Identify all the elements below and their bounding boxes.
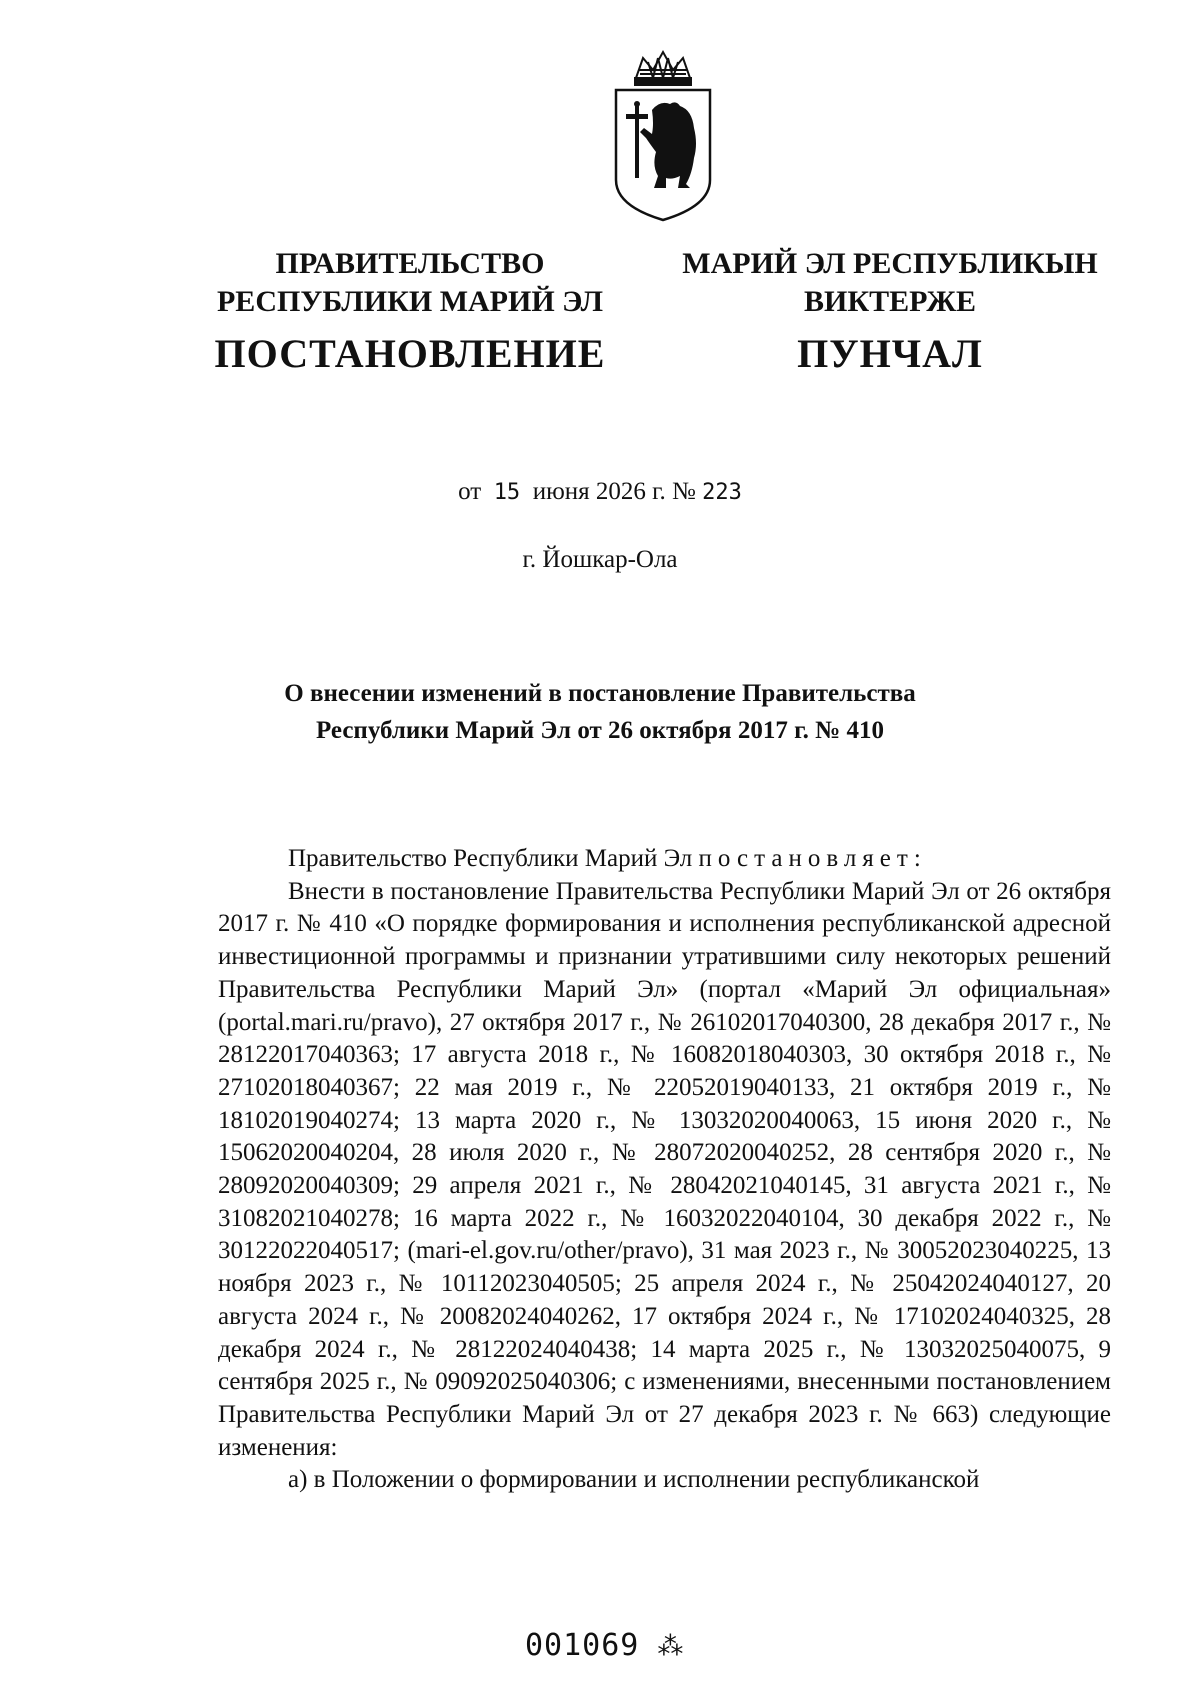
date-prefix: от: [458, 478, 482, 505]
paragraph-main: Внести в постановление Правительства Республики Марий Эл от 26 октября 2017 г. № 410 «О порядке формирования и исполнения республиканской адресной инвестиционной программы и признании утратившими силу некоторых решений Правительства Республики Марий Эл» (портал «Марий Эл официальная» (portal.mari.ru/pravo), 27 октября 2017 г., № 26102017040300, 28 декабря 2017 г., № 28122017040363; 17 августа 2018 г., № 16082018040303, 30 октября 2018 г., № 27102018040367; 22 мая 2019 г., № 22052019040133, 21 октября 2019 г., № 18102019040274; 13 марта 2020 г., № 13032020040063, 15 июня 2020 г., № 15062020040204, 28 июля 2020 г., № 28072020040252, 28 сентября 2020 г., № 28092020040309; 29 апреля 2021 г., № 28042021040145, 31 августа 2021 г., № 31082021040278; 16 марта 2022 г., № 16032022040104, 30 декабря 2022 г., № 30122022040517; (mari-el.gov.ru/other/pravo), 31 мая 2023 г., № 30052023040225, 13 ноября 2023 г., № 10112023040505; 25 апреля 2024 г., № 25042024040127, 20 августа 2024 г., № 20082024040262, 17 октября 2024 г., № 17102024040325, 28 декабря 2024 г., № 28122024040438; 14 марта 2025 г., № 13032025040075, 9 сентября 2025 г., № 09092025040306; с изменениями, внесенными постановлением Правительства Республики Марий Эл от 27 декабря 2023 г. № 663) следующие изменения:: [218, 877, 1111, 1461]
header-left: [185, 245, 635, 376]
serial-number: 001069: [525, 1628, 640, 1663]
title-line1: О внесении изменений в постановление Правительства: [284, 680, 916, 707]
document-number: 223: [702, 480, 742, 505]
preamble-lead: Правительство Республики Марий Эл: [288, 845, 699, 872]
government-name-ru-line1: ПРАВИТЕЛЬСТВО: [275, 247, 545, 280]
government-name-ru-line2: РЕСПУБЛИКИ МАРИЙ ЭЛ: [216, 285, 603, 318]
preamble: [218, 843, 1111, 876]
government-name-mari-line1: МАРИЙ ЭЛ РЕСПУБЛИКЫН: [682, 247, 1098, 280]
crown-icon: [635, 52, 691, 85]
asterism-icon: ⁂: [657, 1632, 685, 1662]
title-line2: Республики Марий Эл от 26 октября 2017 г. № 410: [315, 717, 884, 744]
header-right: [665, 245, 1115, 376]
serial-footer: [525, 1628, 684, 1663]
government-name-mari-line2: ВИКТЕРЖЕ: [803, 285, 977, 318]
coat-of-arms-emblem: [608, 48, 718, 228]
preamble-resolves: постановляет:: [698, 845, 927, 872]
document-type-mari: ПУНЧАЛ: [797, 331, 983, 376]
document-date-line: [0, 478, 1200, 506]
document-type-ru: ПОСТАНОВЛЕНИЕ: [214, 331, 606, 376]
paragraph-item-a: а) в Положении о формировании и исполнении республиканской: [288, 1466, 980, 1494]
document-body: [218, 843, 1111, 1497]
date-month-year: июня 2026 г. №: [532, 478, 696, 505]
date-day: 15: [493, 480, 521, 505]
city-name: г. Йошкар-Ола: [522, 546, 678, 573]
document-title: [0, 675, 1200, 749]
